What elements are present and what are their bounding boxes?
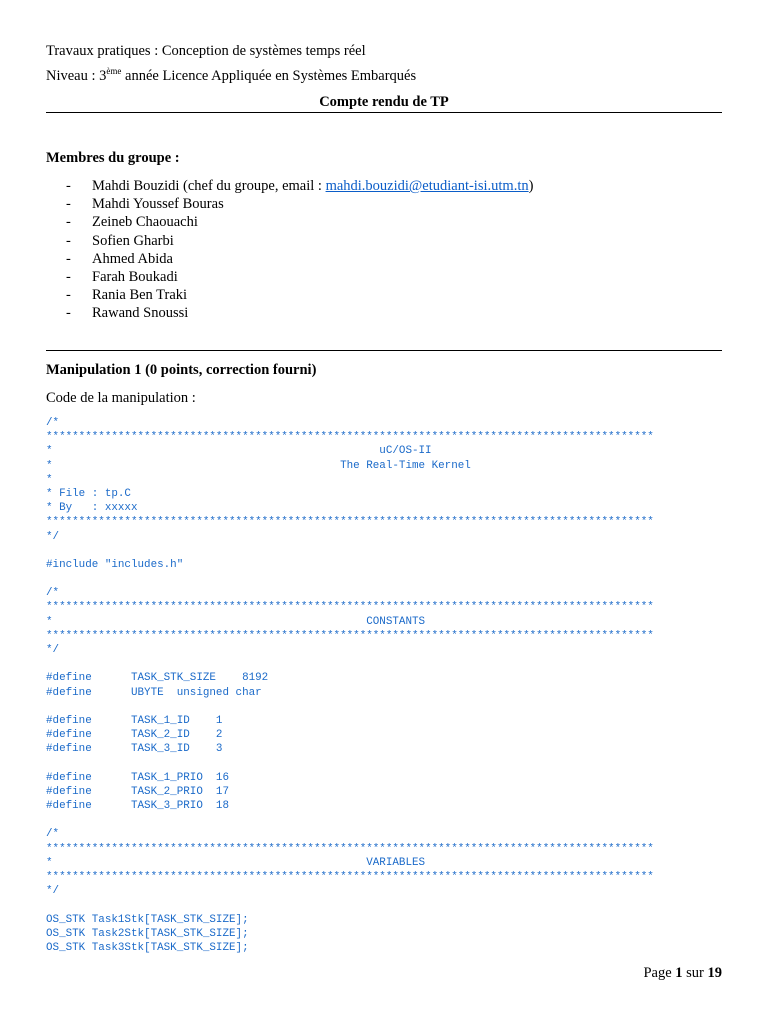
code-line <box>46 700 654 714</box>
level-line <box>46 68 416 85</box>
member-name: Rawand Snoussi <box>92 305 189 322</box>
manipulation-intro: Code de la manipulation : <box>46 390 196 406</box>
code-line: ********************************************************************************************* <box>46 431 654 444</box>
code-line: * CONSTANTS <box>46 615 426 628</box>
level-rest: année Licence Appliquée en Systèmes Embarqués <box>121 68 417 84</box>
bullet-dash: - <box>66 305 71 322</box>
group-heading: Membres du groupe : <box>46 150 180 166</box>
code-line: #define TASK_3_PRIO 18 <box>46 800 229 813</box>
member-name: Mahdi Youssef Bouras <box>92 196 224 213</box>
code-line: ********************************************************************************************* <box>46 629 654 642</box>
leader-email-link[interactable]: mahdi.bouzidi@etudiant-isi.utm.tn <box>325 178 529 194</box>
leader-close: ) <box>528 178 534 194</box>
code-line: */ <box>46 644 60 656</box>
code-line: ********************************************************************************************* <box>46 842 654 855</box>
leader-name: Mahdi Bouzidi (chef du groupe, email : <box>92 178 326 194</box>
member-name: Rania Ben Traki <box>92 287 188 304</box>
bullet-dash: - <box>66 178 71 194</box>
code-line: * VARIABLES <box>46 856 426 869</box>
list-item <box>66 195 533 213</box>
member-leader <box>66 177 533 195</box>
code-line: /* <box>46 587 60 600</box>
code-line <box>46 544 654 558</box>
member-name: Farah Boukadi <box>92 268 178 285</box>
report-title: Compte rendu de TP <box>319 94 449 110</box>
code-line: * The Real-Time Kernel <box>46 459 471 472</box>
header-divider <box>46 112 722 113</box>
code-line: #define TASK_STK_SIZE 8192 <box>46 672 269 685</box>
code-line: /* <box>46 417 60 429</box>
list-item <box>66 250 533 268</box>
code-line: OS_STK Task3Stk[TASK_STK_SIZE]; <box>46 941 249 954</box>
member-name: Ahmed Abida <box>92 250 173 267</box>
bullet-dash: - <box>66 287 71 304</box>
code-line: OS_STK Task2Stk[TASK_STK_SIZE]; <box>46 927 249 940</box>
code-line: /* <box>46 828 60 841</box>
page-number: 1 <box>675 965 683 981</box>
bullet-dash: - <box>66 268 71 285</box>
member-name: Zeineb Chaouachi <box>92 214 198 231</box>
list-item <box>66 268 533 286</box>
bullet-dash: - <box>66 232 71 249</box>
code-listing <box>46 416 654 955</box>
code-line: #define TASK_1_PRIO 16 <box>46 771 229 784</box>
code-line: ********************************************************************************************* <box>46 871 654 883</box>
code-line: * By : xxxxx <box>46 502 138 515</box>
code-line: #define TASK_2_PRIO 17 <box>46 785 229 798</box>
code-line: */ <box>46 885 60 898</box>
list-item <box>66 286 533 304</box>
code-line: #define UBYTE unsigned char <box>46 686 262 699</box>
sur-word: sur <box>682 965 708 981</box>
code-line: #include "includes.h" <box>46 558 184 571</box>
code-line <box>46 813 654 827</box>
page-footer <box>643 965 722 982</box>
list-item <box>66 304 533 322</box>
level-superscript: ème <box>106 66 122 76</box>
code-line: */ <box>46 530 60 543</box>
code-line: #define TASK_2_ID 2 <box>46 729 223 742</box>
list-item <box>66 213 533 231</box>
course-title: Travaux pratiques : Conception de systèmes temps réel <box>46 43 366 59</box>
code-line: * File : tp.C <box>46 487 131 500</box>
bullet-dash: - <box>66 250 71 267</box>
bullet-dash: - <box>66 196 71 213</box>
manipulation-heading: Manipulation 1 (0 points, correction fourni) <box>46 362 317 378</box>
member-name: Sofien Gharbi <box>92 232 174 249</box>
level-prefix: Niveau : 3 <box>46 68 107 84</box>
total-pages: 19 <box>707 965 722 981</box>
code-line: #define TASK_1_ID 1 <box>46 714 223 727</box>
code-line <box>46 757 654 771</box>
code-line: * <box>46 473 53 486</box>
list-item <box>66 232 533 250</box>
code-line <box>46 572 654 586</box>
code-line: ********************************************************************************************* <box>46 601 654 614</box>
page-word: Page <box>643 965 676 981</box>
code-line <box>46 657 654 671</box>
code-line: ********************************************************************************************* <box>46 516 654 529</box>
code-line: #define TASK_3_ID 3 <box>46 743 223 756</box>
code-line: OS_STK Task1Stk[TASK_STK_SIZE]; <box>46 913 249 926</box>
code-line <box>46 898 654 912</box>
section-divider <box>46 350 722 351</box>
members-list <box>66 177 533 323</box>
code-line: * uC/OS-II <box>46 445 432 458</box>
bullet-dash: - <box>66 214 71 231</box>
